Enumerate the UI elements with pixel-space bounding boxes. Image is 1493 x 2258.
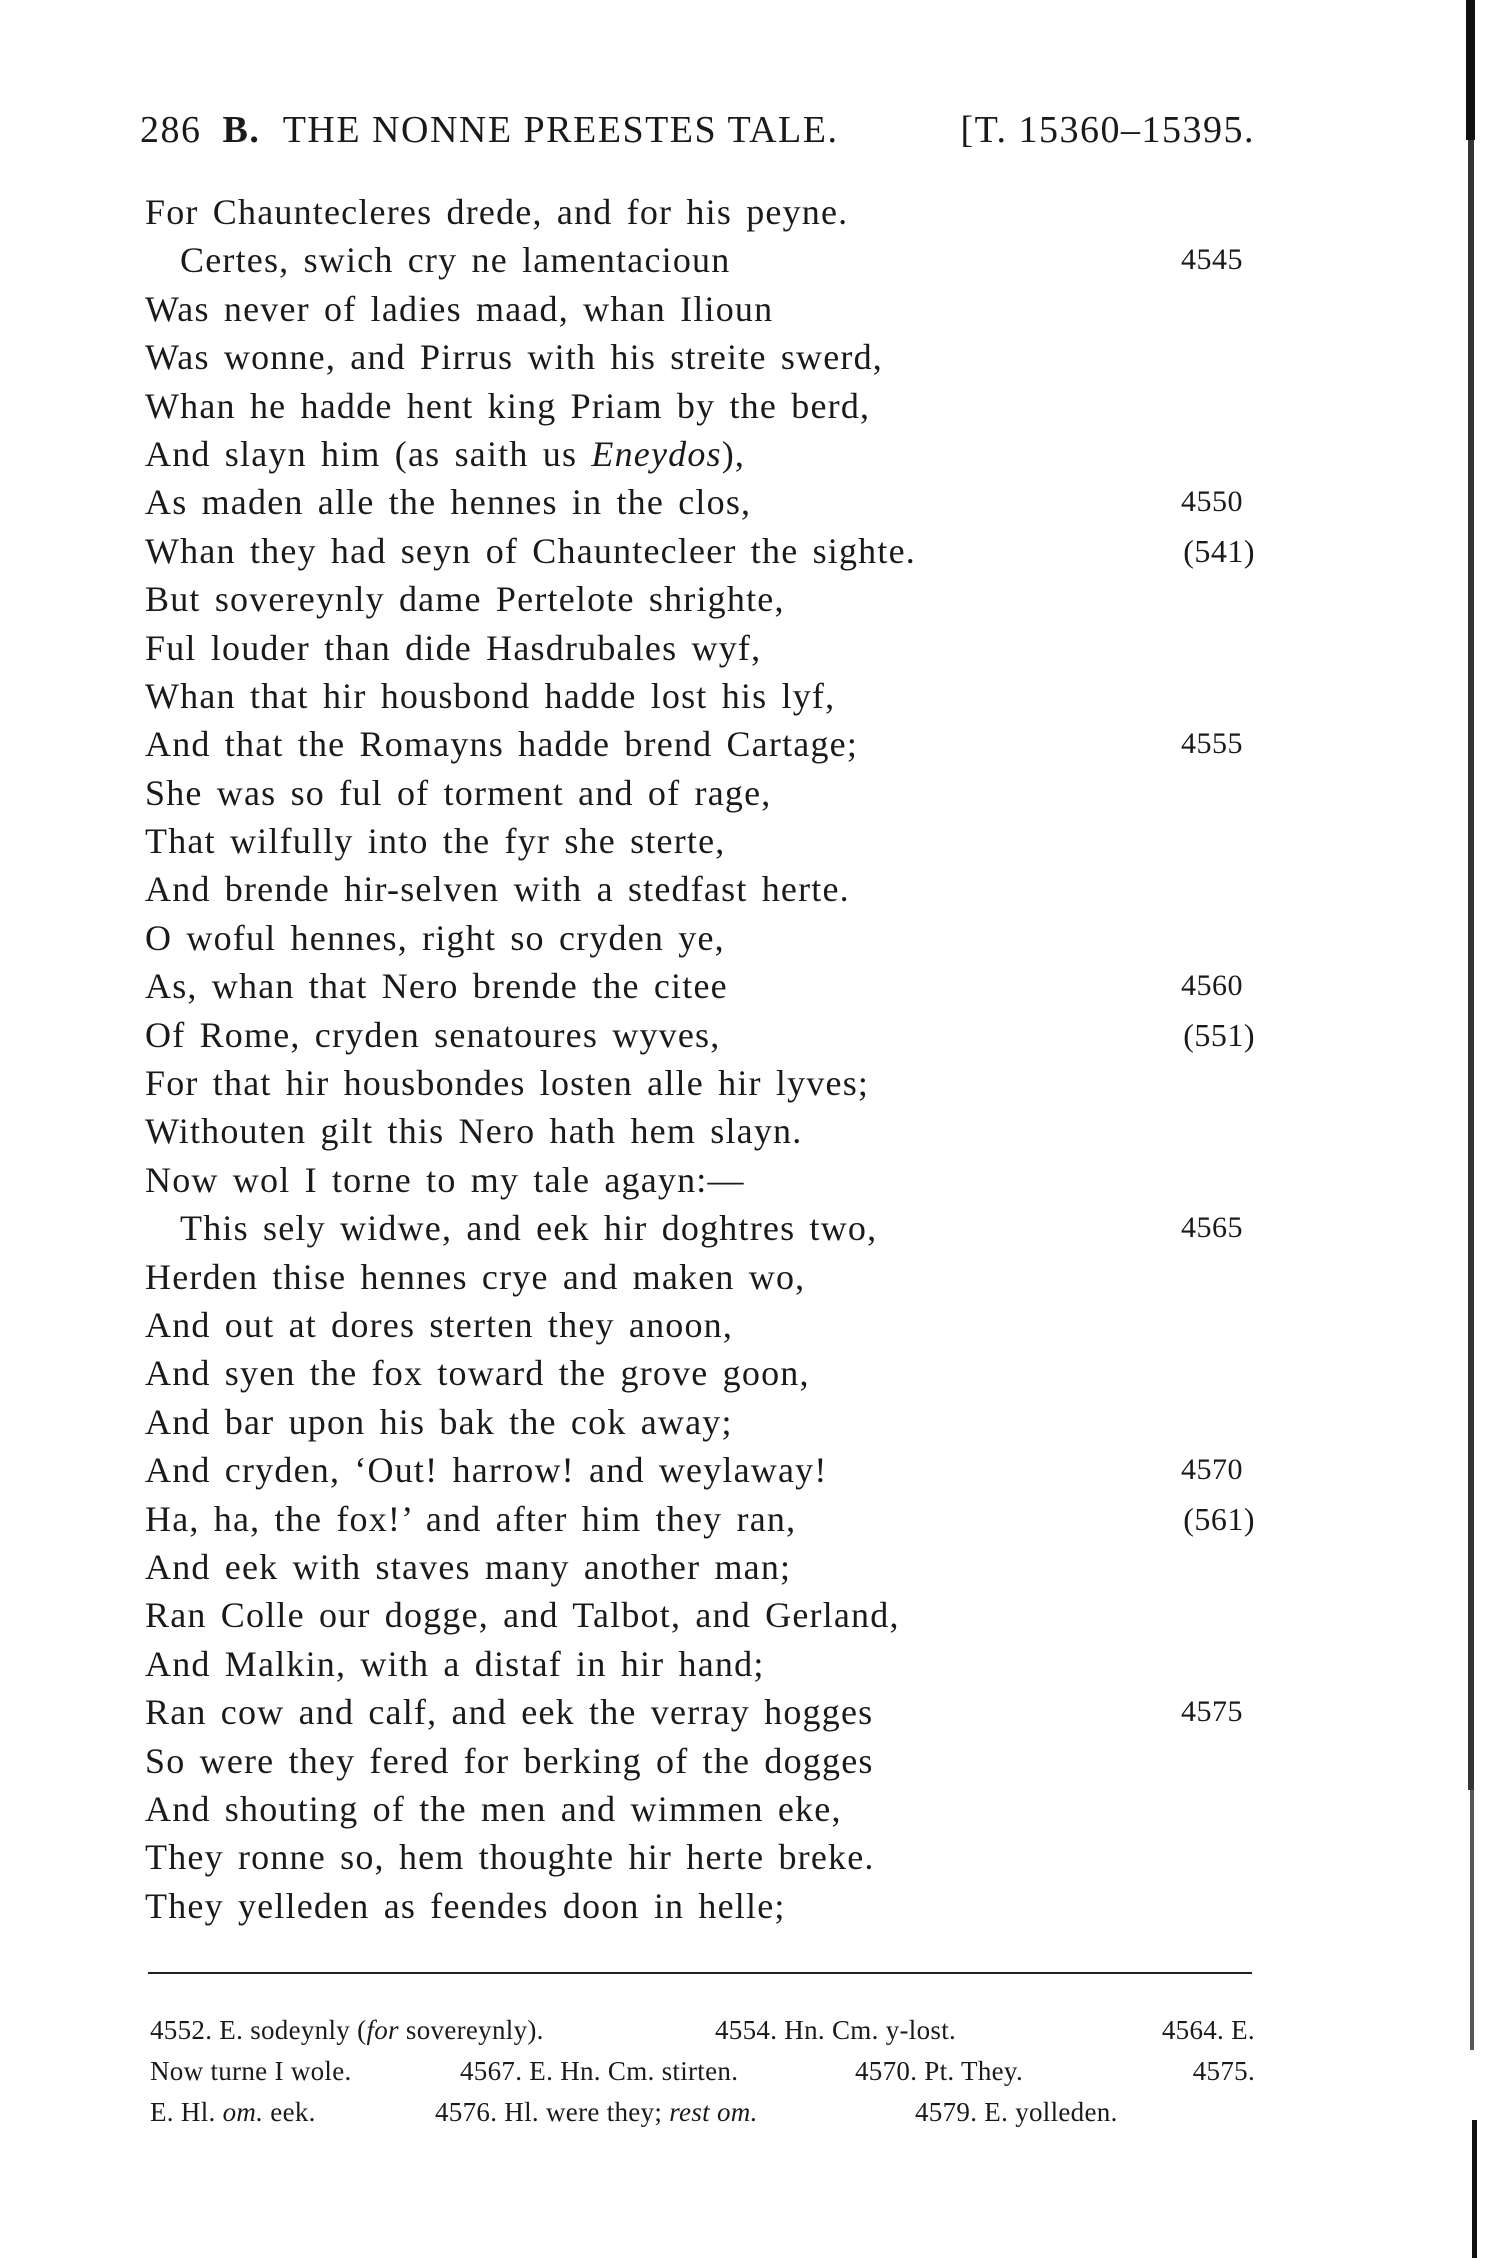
verse-line <box>145 1253 1255 1301</box>
footnote-entry: 4564. E. <box>1161 2015 1255 2045</box>
verse-line <box>145 1785 1255 1833</box>
verse-text: Now wol I torne to my tale agayn:— <box>145 1159 745 1200</box>
scan-edge-shadow <box>1468 140 1474 1790</box>
page-number: 286 <box>140 109 202 151</box>
verse-line <box>145 478 1255 526</box>
verse-line <box>145 1833 1255 1881</box>
line-range: [T. 15360–15395. <box>960 109 1255 151</box>
verse-text: That wilfully into the fyr she sterte, <box>145 821 726 862</box>
footnote-line <box>150 2092 1255 2133</box>
verse-text: And bar upon his bak the cok away; <box>145 1401 733 1442</box>
verse-line <box>145 333 1255 381</box>
verse-line <box>145 1156 1255 1204</box>
verse-text: Herden thise hennes crye and maken wo, <box>145 1256 806 1297</box>
line-number: 4550 <box>1181 485 1243 519</box>
line-number: 4545 <box>1181 243 1243 277</box>
verse-line <box>145 1446 1255 1494</box>
line-number: 4560 <box>1181 969 1243 1003</box>
footnote-line <box>150 2010 1255 2051</box>
verse-text: Whan they had seyn of Chauntecleer the sighte. <box>145 530 916 571</box>
verse-text: Whan that hir housbond hadde lost his lyf, <box>145 675 836 716</box>
verse-line <box>145 1349 1255 1397</box>
footnote-entry: 4567. E. Hn. Cm. stirten. <box>460 2056 739 2086</box>
verse-text: And syen the fox toward the grove goon, <box>145 1353 810 1394</box>
verse-text: And that the Romayns hadde brend Cartage; <box>145 724 859 765</box>
footnote-entry: 4552. E. sodeynly (for sovereynly). <box>150 2015 544 2045</box>
verse-text: Whan he hadde hent king Priam by the berd, <box>145 385 871 426</box>
footnote-entry: 4579. E. yolleden. <box>915 2097 1118 2127</box>
verse-line <box>145 720 1255 768</box>
verse-text: Was wonne, and Pirrus with his streite swerd, <box>145 337 883 378</box>
verse-line <box>145 1011 1255 1059</box>
verse-line <box>145 527 1255 575</box>
verse-text: O woful hennes, right so cryden ye, <box>145 917 725 958</box>
verse-text: And shouting of the men and wimmen eke, <box>145 1788 842 1829</box>
verse-line <box>145 188 1255 236</box>
section-letter: B. <box>222 109 261 151</box>
line-number: (561) <box>1183 1500 1255 1537</box>
line-number: 4555 <box>1181 727 1243 761</box>
verse-line <box>145 1301 1255 1349</box>
verse-text: Withouten gilt this Nero hath hem slayn. <box>145 1111 803 1152</box>
verse-line <box>145 236 1255 284</box>
verse-line <box>145 914 1255 962</box>
poem-text <box>145 188 1255 1930</box>
scan-edge-shadow <box>1466 0 1475 140</box>
verse-text: Certes, swich cry ne lamentacioun <box>180 240 731 281</box>
footnote-divider <box>148 1972 1252 1974</box>
page-title: THE NONNE PREESTES TALE. <box>282 109 839 151</box>
footnotes <box>150 2010 1255 2133</box>
verse-line <box>145 817 1255 865</box>
verse-text: Ran cow and calf, and eek the verray hogges <box>145 1692 874 1733</box>
line-number: 4575 <box>1181 1695 1243 1729</box>
verse-text: But sovereynly dame Pertelote shrighte, <box>145 579 785 620</box>
verse-line <box>145 624 1255 672</box>
verse-text: And brende hir-selven with a stedfast herte. <box>145 869 850 910</box>
verse-line <box>145 1688 1255 1736</box>
verse-line <box>145 1543 1255 1591</box>
verse-text: They ronne so, hem thoughte hir herte breke. <box>145 1837 875 1878</box>
running-header <box>140 108 1255 152</box>
footnote-entry: 4575. <box>1192 2056 1255 2086</box>
verse-line <box>145 575 1255 623</box>
verse-text: And eek with staves many another man; <box>145 1546 792 1587</box>
footnote-entry: 4570. Pt. They. <box>855 2056 1024 2086</box>
verse-text: Was never of ladies maad, whan Ilioun <box>145 288 774 329</box>
verse-text: She was so ful of torment and of rage, <box>145 772 772 813</box>
line-number: 4570 <box>1181 1453 1243 1487</box>
verse-line <box>145 1591 1255 1639</box>
verse-text: So were they fered for berking of the dogges <box>145 1740 874 1781</box>
verse-text: And slayn him (as saith us Eneydos), <box>145 433 746 474</box>
verse-text: And Malkin, with a distaf in hir hand; <box>145 1643 765 1684</box>
verse-text: For that hir housbondes losten alle hir lyves; <box>145 1063 870 1104</box>
verse-line <box>145 1737 1255 1785</box>
verse-line <box>145 1882 1255 1930</box>
verse-text: Ful louder than dide Hasdrubales wyf, <box>145 627 762 668</box>
verse-line <box>145 1107 1255 1155</box>
verse-text: Ran Colle our dogge, and Talbot, and Gerland, <box>145 1595 900 1636</box>
footnote-entry: 4576. Hl. were they; rest om. <box>435 2097 758 2127</box>
verse-text: For Chauntecleres drede, and for his peyne. <box>145 192 849 232</box>
line-number: (541) <box>1183 532 1255 569</box>
verse-line <box>145 1204 1255 1252</box>
verse-line <box>145 865 1255 913</box>
verse-text: This sely widwe, and eek hir doghtres two, <box>180 1208 878 1249</box>
scan-edge-shadow <box>1472 2120 1477 2258</box>
verse-text: And out at dores sterten they anoon, <box>145 1304 734 1345</box>
footnote-line <box>150 2051 1255 2092</box>
verse-line <box>145 382 1255 430</box>
line-number: 4565 <box>1181 1211 1243 1245</box>
verse-line <box>145 672 1255 720</box>
verse-line <box>145 285 1255 333</box>
verse-text: As maden alle the hennes in the clos, <box>145 482 752 523</box>
verse-text: As, whan that Nero brende the citee <box>145 966 728 1007</box>
verse-line <box>145 1640 1255 1688</box>
verse-line <box>145 769 1255 817</box>
verse-text: Of Rome, cryden senatoures wyves, <box>145 1014 721 1055</box>
footnote-entry: E. Hl. om. eek. <box>150 2097 316 2127</box>
verse-text: Ha, ha, the fox!’ and after him they ran, <box>145 1498 797 1539</box>
scan-edge-shadow <box>1470 1790 1474 2050</box>
verse-line <box>145 1059 1255 1107</box>
footnote-entry: Now turne I wole. <box>150 2056 352 2086</box>
verse-text: They yelleden as feendes doon in helle; <box>145 1885 786 1926</box>
verse-text: And cryden, ‘Out! harrow! and weylaway! <box>145 1450 828 1491</box>
verse-line <box>145 430 1255 478</box>
verse-line <box>145 1398 1255 1446</box>
verse-line <box>145 1495 1255 1543</box>
footnote-entry: 4554. Hn. Cm. y-lost. <box>715 2015 957 2045</box>
verse-line <box>145 962 1255 1010</box>
line-number: (551) <box>1183 1016 1255 1053</box>
